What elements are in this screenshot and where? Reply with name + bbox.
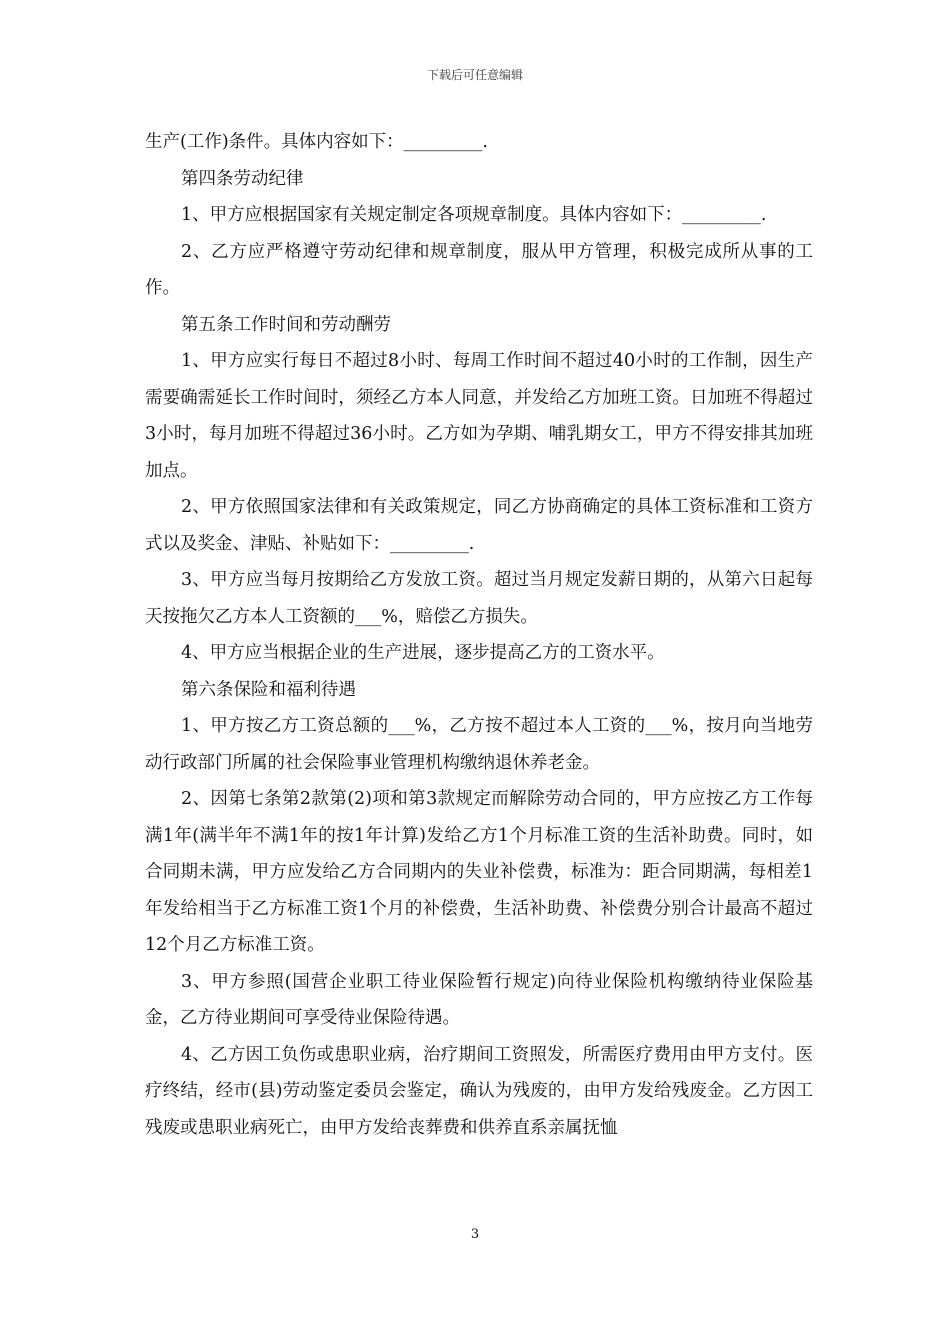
paragraph: 2、乙方应严格遵守劳动纪律和规章制度，服从甲方管理，积极完成所从事的工作。 [145, 241, 813, 298]
paragraph: 1、甲方按乙方工资总额的___%，乙方按不超过本人工资的___%，按月向当地劳动行政部门所属的社会保险事业管理机构缴纳退休养老金。 [145, 716, 813, 773]
paragraph: 4、乙方因工负伤或患职业病，治疗期间工资照发，所需医疗费用由甲方支付。医疗终结，经市(县)劳动鉴定委员会鉴定，确认为残废的，由甲方发给残废金。乙方因工残废或患职业病死亡，由甲方发给丧葬费和供养直系亲属抚恤 [145, 1044, 813, 1138]
section-heading: 第四条劳动纪律 [181, 168, 304, 189]
paragraph: 4、甲方应当根据企业的生产进展，逐步提高乙方的工资水平。 [181, 643, 665, 663]
section-heading: 第五条工作时间和劳动酬劳 [181, 314, 391, 335]
paragraph: 生产(工作)条件。具体内容如下：_________. [145, 132, 488, 152]
paragraph: 2、甲方依照国家法律和有关政策规定，同乙方协商确定的具体工资标准和工资方式以及奖金、津贴、补贴如下：_________. [145, 497, 813, 554]
page-header: 下载后可任意编辑 [426, 68, 523, 82]
paragraph: 1、甲方应实行每日不超过8小时、每周工作时间不超过40小时的工作制，因生产需要确需延长工作时间时，须经乙方本人同意，并发给乙方加班工资。日加班不得超过3小时，每月加班不得超过36小时。乙方如为孕期、哺乳期女工，甲方不得安排其加班加点。 [145, 351, 813, 481]
paragraph: 2、因第七条第2款第(2)项和第3款规定而解除劳动合同的，甲方应按乙方工作每满1年(满半年不满1年的按1年计算)发给乙方1个月标准工资的生活补助费。同时，如合同期未满，甲方应发给乙方合同期内的失业补偿费，标准为：距合同期满，每相差1年发给相当于乙方标准工资1个月的补偿费，生活补助费、补偿费分别合计最高不超过12个月乙方标准工资。 [145, 789, 813, 955]
paragraph: 3、甲方参照(国营企业职工待业保险暂行规定)向待业保险机构缴纳待业保险基金，乙方待业期间可享受待业保险待遇。 [145, 971, 813, 1028]
paragraph: 3、甲方应当每月按期给乙方发放工资。超过当月规定发薪日期的，从第六日起每天按拖欠乙方本人工资额的___%，赔偿乙方损失。 [145, 570, 813, 627]
page-number: 3 [470, 1227, 480, 1242]
section-heading: 第六条保险和福利待遇 [181, 679, 356, 700]
paragraph: 1、甲方应根据国家有关规定制定各项规章制度。具体内容如下：_________. [181, 205, 767, 225]
document-body [145, 124, 813, 1146]
